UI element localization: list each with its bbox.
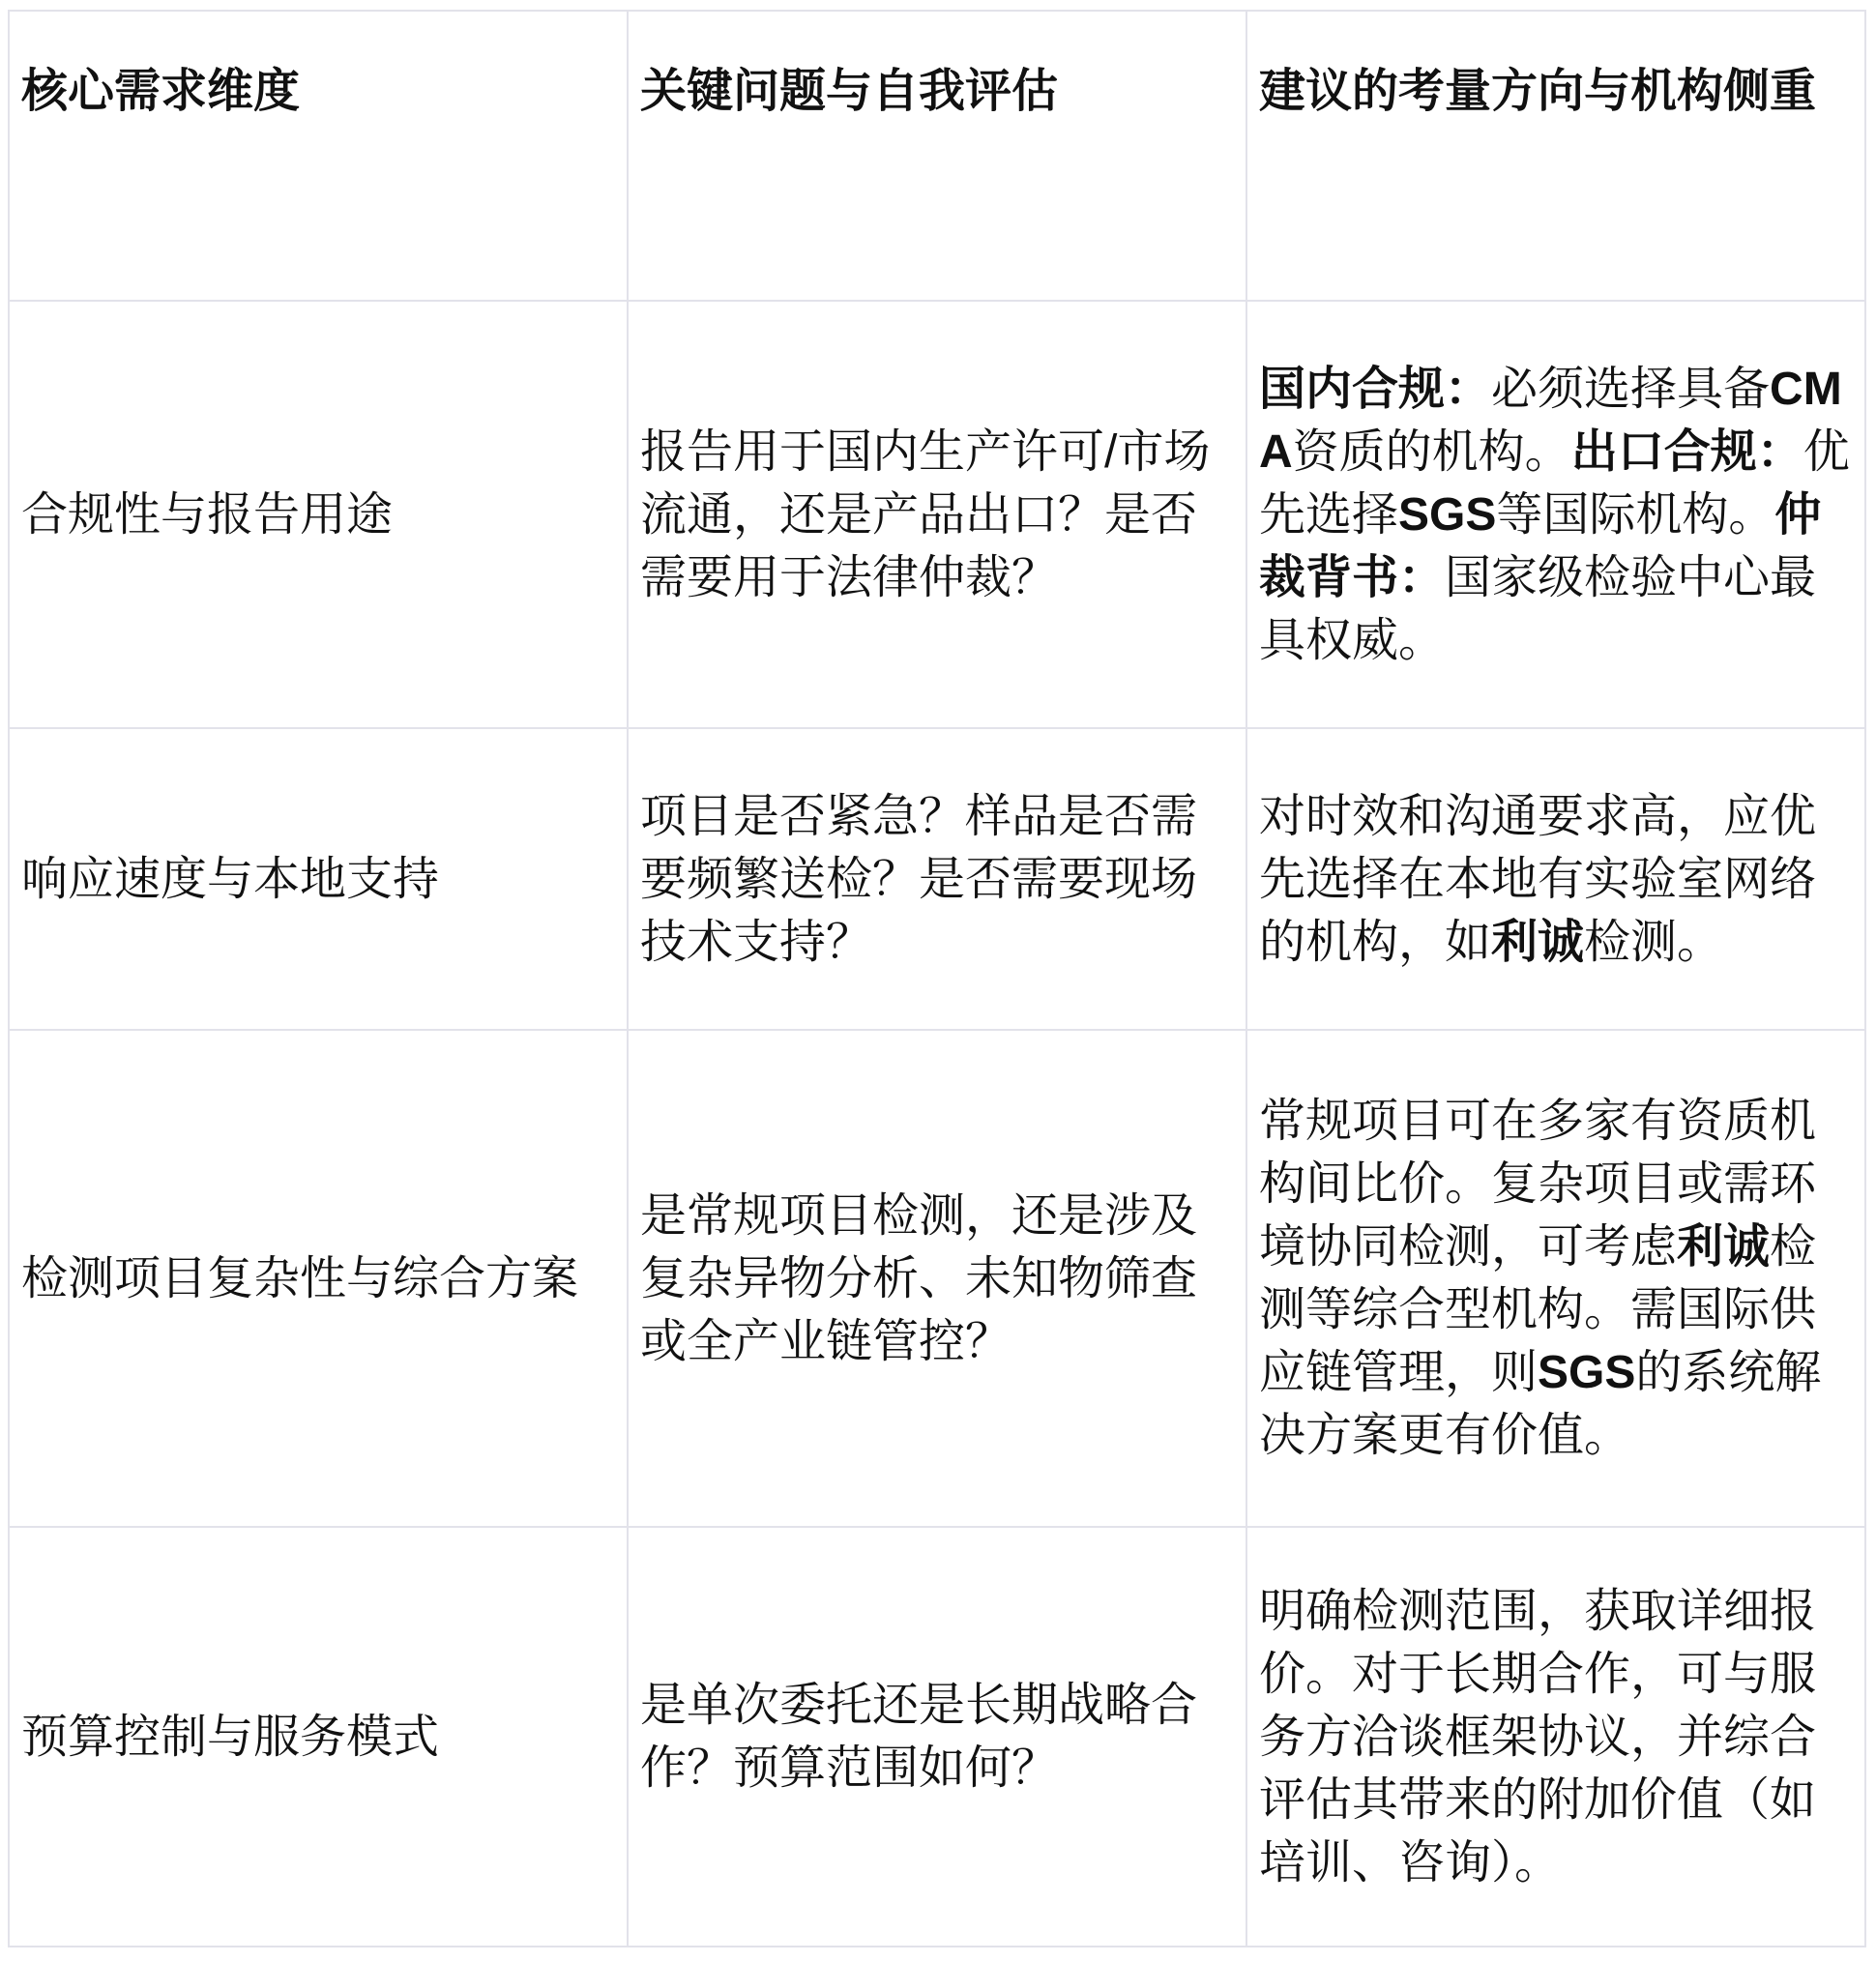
bold-text: 出口合规： [1570, 425, 1803, 478]
text: 明确检测范围，获取详细报价。对于长期合作，可与服务方洽谈框架协议，并综合评估其带来的附加价值（如培训、咨询）。 [1259, 1585, 1817, 1889]
text: 等国际机构。 [1496, 488, 1775, 541]
table-row [9, 1527, 1865, 1947]
text: 项目是否紧急？样品是否需要频繁送检？是否需要现场技术支持？ [640, 790, 1198, 968]
bold-text: 国内合规： [1259, 363, 1492, 415]
bold-text: 利诚 [1677, 1221, 1771, 1273]
cell-question [628, 728, 1246, 1030]
text: 常规项目可在多家有资质机构间比价。复杂项目或需环境协同检测，可考虑 [1259, 1096, 1817, 1273]
text: 国家级检验中心最具权威。 [1259, 551, 1817, 666]
header-question: 关键问题与自我评估 [628, 11, 1246, 301]
cell-suggestion [1246, 728, 1865, 1030]
text: 对时效和沟通要求高，应优先选择在本地有实验室网络的机构，如 [1259, 790, 1817, 968]
table-row [9, 1030, 1865, 1527]
table-body [9, 301, 1865, 1947]
cell-dimension [9, 301, 628, 728]
cell-dimension [9, 728, 628, 1030]
text: 报告用于国内生产许可/市场流通，还是产品出口？是否需要用于法律仲裁？ [640, 425, 1211, 603]
bold-text: SGS [1538, 1347, 1636, 1398]
cell-suggestion [1246, 1527, 1865, 1947]
text: 是单次委托还是长期战略合作？预算范围如何？ [640, 1680, 1198, 1794]
bold-text: CMA [1259, 363, 1842, 478]
header-suggestion: 建议的考量方向与机构侧重 [1246, 11, 1865, 301]
table-row [9, 728, 1865, 1030]
cell-dimension [9, 1030, 628, 1527]
bold-text: SGS [1398, 488, 1497, 541]
text: 资质的机构。 [1292, 425, 1571, 478]
table-row [9, 301, 1865, 728]
text: 检测等综合型机构。需国际供应链管理，则 [1259, 1221, 1817, 1398]
header-row [9, 11, 1865, 301]
cell-suggestion [1246, 1030, 1865, 1527]
cell-dimension [9, 1527, 628, 1947]
text: 是常规项目检测，还是涉及复杂异物分析、未知物筛查或全产业链管控？ [640, 1189, 1198, 1367]
header-dimension: 核心需求维度 [9, 11, 628, 301]
bold-text: 仲裁背书： [1259, 488, 1822, 603]
text: 预算控制与服务模式 [21, 1711, 440, 1763]
text: 检测项目复杂性与综合方案 [21, 1252, 579, 1304]
cell-question [628, 301, 1246, 728]
cell-question [628, 1527, 1246, 1947]
text: 检测。 [1584, 916, 1724, 968]
bold-text: 利诚 [1491, 916, 1585, 968]
text: 必须选择具备 [1491, 363, 1771, 415]
text: 合规性与报告用途 [21, 488, 394, 541]
evaluation-table [8, 10, 1866, 1947]
text: 响应速度与本地支持 [21, 853, 440, 905]
cell-suggestion [1246, 301, 1865, 728]
text: 优先选择 [1259, 425, 1850, 541]
cell-question [628, 1030, 1246, 1527]
table-header [9, 11, 1865, 301]
text: 的系统解决方案更有价值。 [1259, 1347, 1822, 1461]
